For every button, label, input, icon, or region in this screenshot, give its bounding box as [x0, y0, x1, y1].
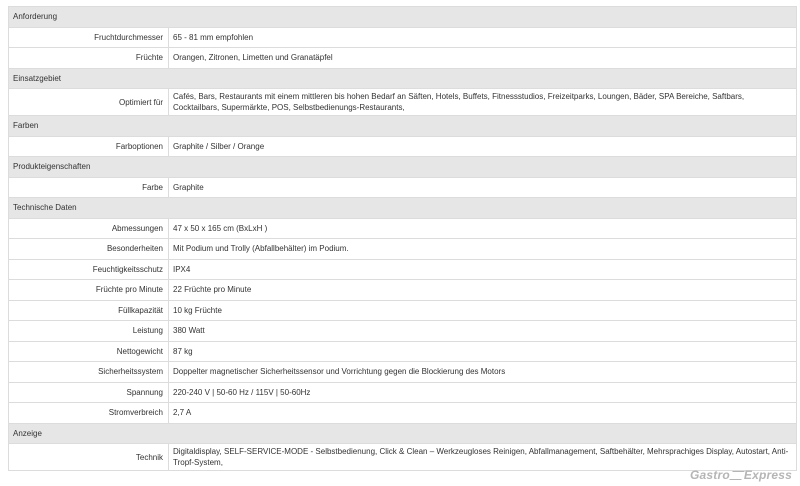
row-value: Mit Podium und Trolly (Abfallbehälter) im Podium. [169, 239, 797, 260]
row-value: Graphite [169, 177, 797, 198]
table-row [9, 300, 797, 321]
table-row [9, 444, 797, 471]
row-value: Doppelter magnetischer Sicherheitssensor und Vorrichtung gegen die Blockierung des Motors [169, 362, 797, 383]
row-label: Nettogewicht [9, 341, 169, 362]
row-value: 87 kg [169, 341, 797, 362]
section-header-einsatzgebiet [9, 68, 797, 89]
watermark-lines-icon [729, 471, 744, 480]
row-label: Füllkapazität [9, 300, 169, 321]
table-row [9, 218, 797, 239]
row-label: Optimiert für [9, 89, 169, 116]
row-value: 220-240 V | 50-60 Hz / 115V | 50-60Hz [169, 382, 797, 403]
table-row [9, 321, 797, 342]
table-row [9, 136, 797, 157]
section-title: Technische Daten [9, 198, 797, 219]
row-label: Spannung [9, 382, 169, 403]
section-title: Einsatzgebiet [9, 68, 797, 89]
watermark-part2: Express [743, 468, 792, 482]
table-row [9, 362, 797, 383]
row-label: Früchte [9, 48, 169, 69]
row-value: 10 kg Früchte [169, 300, 797, 321]
row-label: Früchte pro Minute [9, 280, 169, 301]
table-row [9, 48, 797, 69]
row-label: Abmessungen [9, 218, 169, 239]
table-row [9, 280, 797, 301]
table-row [9, 177, 797, 198]
row-value: IPX4 [169, 259, 797, 280]
row-value: Cafés, Bars, Restaurants mit einem mittleren bis hohen Bedarf an Säften, Hotels, Buffets, Fitnessstudios, Freizeitparks, Loungen, Bäder, SPA Bereiche, Saftbars, Cocktailbars, Supermärkte, POS, Selbstbedienungs-Restaurants, [169, 89, 797, 116]
row-value: Orangen, Zitronen, Limetten und Granatäpfel [169, 48, 797, 69]
row-label: Stromverbreich [9, 403, 169, 424]
section-header-anzeige [9, 423, 797, 444]
row-label: Farbe [9, 177, 169, 198]
row-label: Farboptionen [9, 136, 169, 157]
table-row [9, 382, 797, 403]
section-title: Farben [9, 116, 797, 137]
watermark-part1: Gastro [690, 468, 730, 482]
table-row [9, 89, 797, 116]
row-label: Fruchtdurchmesser [9, 27, 169, 48]
table-row [9, 239, 797, 260]
section-title: Anzeige [9, 423, 797, 444]
row-value: Digitaldisplay, SELF-SERVICE-MODE - Selbstbedienung, Click & Clean – Werkzeugloses Reinigen, Abfallmanagement, Saftbehälter, Mehrsprachiges Display, Autostart, Anti-Tropf-System, [169, 444, 797, 471]
row-label: Sicherheitssystem [9, 362, 169, 383]
gastro-express-watermark [690, 468, 792, 482]
row-label: Besonderheiten [9, 239, 169, 260]
row-value: Graphite / Silber / Orange [169, 136, 797, 157]
row-value: 2,7 A [169, 403, 797, 424]
section-header-produkteigenschaften [9, 157, 797, 178]
row-label: Technik [9, 444, 169, 471]
row-label: Feuchtigkeitsschutz [9, 259, 169, 280]
table-row [9, 403, 797, 424]
section-header-farben [9, 116, 797, 137]
table-row [9, 341, 797, 362]
row-value: 380 Watt [169, 321, 797, 342]
table-row [9, 27, 797, 48]
row-value: 22 Früchte pro Minute [169, 280, 797, 301]
row-label: Leistung [9, 321, 169, 342]
row-value: 47 x 50 x 165 cm (BxLxH ) [169, 218, 797, 239]
section-header-anforderung [9, 7, 797, 28]
section-header-technische-daten [9, 198, 797, 219]
table-row [9, 259, 797, 280]
section-title: Produkteigenschaften [9, 157, 797, 178]
section-title: Anforderung [9, 7, 797, 28]
spec-table [8, 6, 797, 471]
row-value: 65 - 81 mm empfohlen [169, 27, 797, 48]
